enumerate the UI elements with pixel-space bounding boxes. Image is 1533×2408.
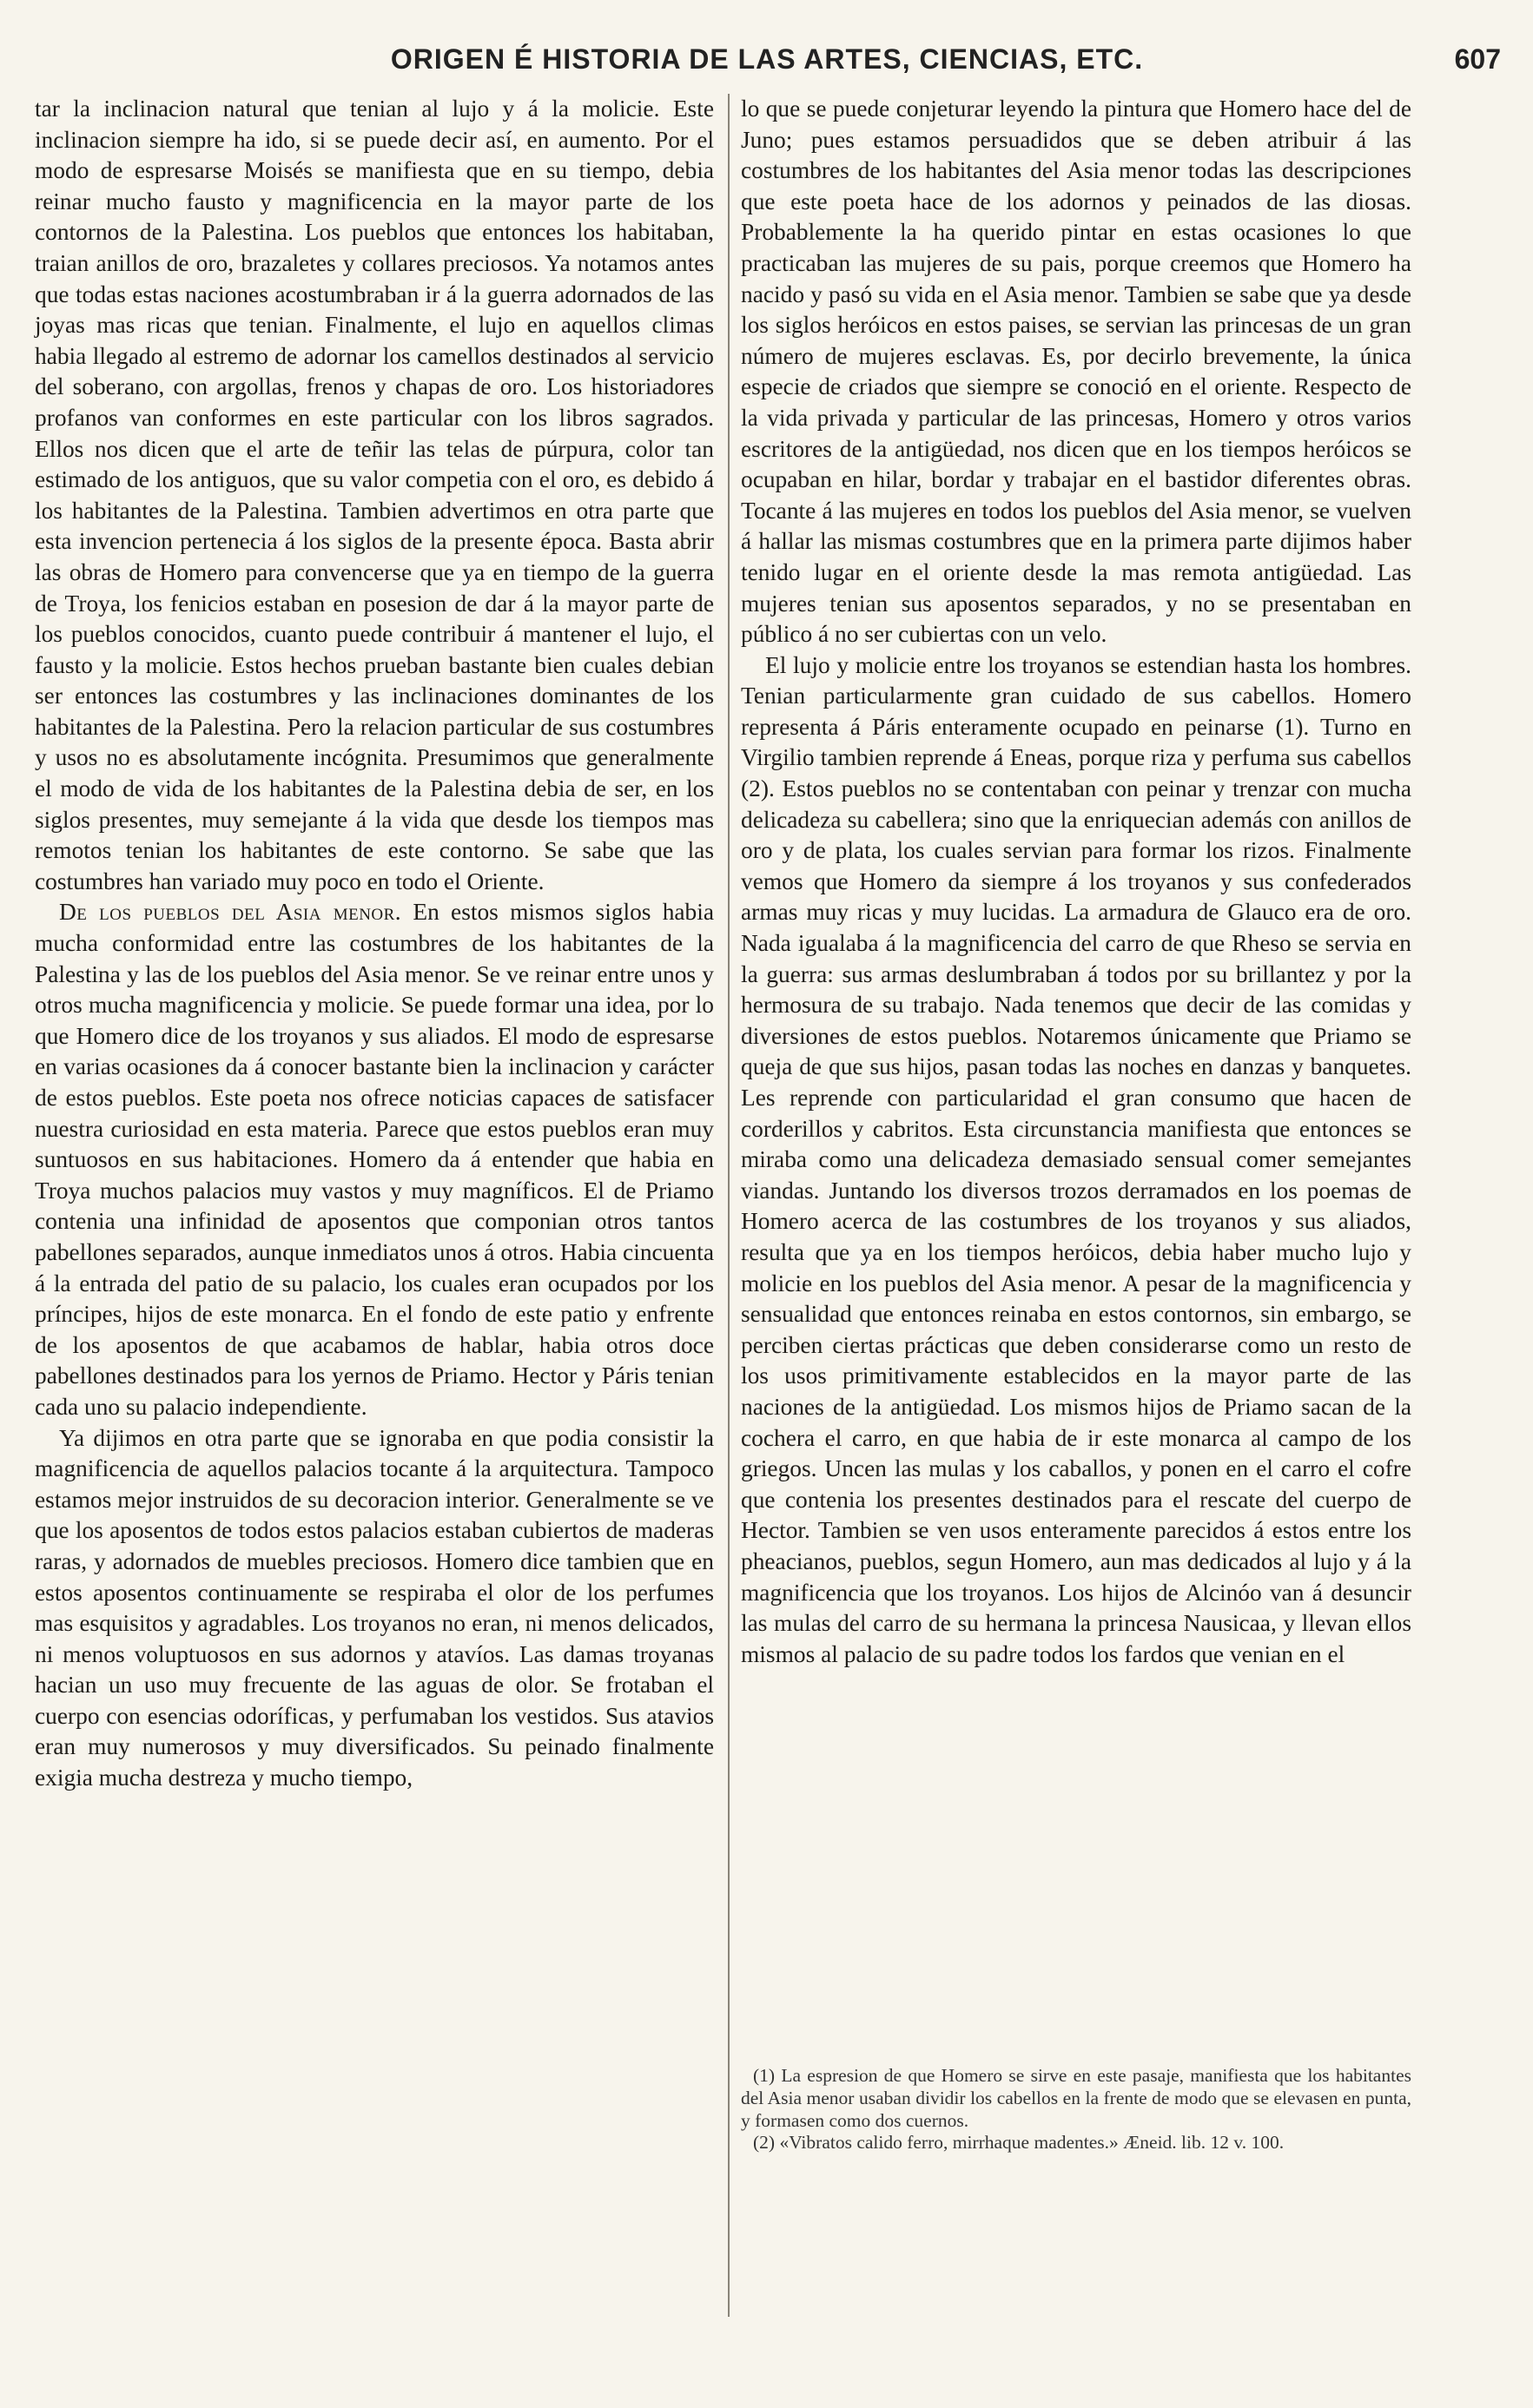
left-column	[35, 94, 714, 1794]
paragraph: El lujo y molicie entre los troyanos se estendian hasta los hombres. Tenian particularmente gran cuidado de sus cabellos. Homero representa á Páris enteramente ocupado en peinarse (1). Turno en Virgilio tambien reprende á Eneas, porque riza y perfuma sus cabellos (2). Estos pueblos no se contentaban con peinar y trenzar con mucha delicadeza su cabellera; sino que la enriquecian además con anillos de oro y de plata, los cuales servian para formar los rizos. Finalmente vemos que Homero da siempre á los troyanos y sus confederados armas muy ricas y muy lucidas. La armadura de Glauco era de oro. Nada igualaba á la magnificencia del carro de que Rheso se servia en la guerra: sus armas deslumbraban á todos por su brillantez y por la hermosura de su trabajo. Nada tenemos que decir de las comidas y diversiones de estos pueblos. Notaremos únicamente que Priamo se queja de que sus hijos, pasan todas las noches en danzas y banquetes. Les reprende con particularidad el gran consumo que hacen de corderillos y cabritos. Esta circunstancia manifiesta que entonces se miraba como una delicadeza demasiado sensual comer semejantes viandas. Juntando los diversos trozos derramados en los poemas de Homero acerca de las costumbres de los troyanos y sus aliados, resulta que ya en los tiempos heróicos, debia haber mucho lujo y molicie en los pueblos del Asia menor. A pesar de la magnificencia y sensualidad que entonces reinaba en estos contornos, sin embargo, se perciben ciertas prácticas que deben considerarse como un resto de los usos primitivamente establecidos en la mayor parte de las naciones de la antigüedad. Los mismos hijos de Priamo sacan de la cochera el carro, en que habia de ir este monarca al campo de los griegos. Uncen las mulas y los caballos, y ponen en el carro el cofre que contenia los presentes destinados para el rescate del cuerpo de Hector. Tambien se ven usos enteramente parecidos á estos entre los pheacianos, pueblos, segun Homero, aun mas dedicados al lujo y á la magnificencia que los troyanos. Los hijos de Alcinóo van á desuncir las mulas del carro de su hermana la princesa Nausicaa, y llevan ellos mismos al palacio de su padre todos los fardos que venian en el	[741, 651, 1411, 1667]
running-header	[33, 43, 1501, 87]
footnote-2: (2) «Vibratos calido ferro, mirrhaque madentes.» Æneid. lib. 12 v. 100.	[753, 2132, 1285, 2154]
section-heading: De los pueblos del Asia menor.	[59, 899, 402, 926]
paragraph: tar la inclinacion natural que tenian al lujo y á la molicie. Este inclinacion siempre ha ido, si se puede decir así, en aumento. Por el modo de espresarse Moisés se manifiesta que en su tiempo, debia reinar mucho fausto y magnificencia en la mayor parte de los contornos de la Palestina. Los pueblos que entonces los habitaban, traian anillos de oro, brazaletes y collares preciosos. Ya notamos antes que todas estas naciones acostumbraban ir á la guerra adornados de las joyas mas ricas que tenian. Finalmente, el lujo en aquellos climas habia llegado al estremo de adornar los camellos destinados al servicio del soberano, con argollas, frenos y chapas de oro. Los historiadores profanos van conformes en este particular con los libros sagrados. Ellos nos dicen que el arte de teñir las telas de púrpura, color tan estimado de los antiguos, que su valor competia con el oro, es debido á los habitantes de la Palestina. Tambien advertimos en otra parte que esta invencion pertenecia á los siglos de la presente época. Basta abrir las obras de Homero para convencerse que ya en tiempo de la guerra de Troya, los fenicios estaban en posesion de dar á la mayor parte de los pueblos conocidos, cuanto puede contribuir á mantener el lujo, el fausto y la molicie. Estos hechos prueban bastante bien cuales debian ser entonces las costumbres y las inclinaciones dominantes de los habitantes de la Palestina. Pero la relacion particular de sus costumbres y usos no es absolutamente incógnita. Presumimos que generalmente el modo de vida de los habitantes de la Palestina debia de ser, en los siglos presentes, muy semejante á la vida que desde los tiempos mas remotos tenian los habitantes de este contorno. Se sabe que las costumbres han variado muy poco en todo el Oriente.	[35, 96, 714, 894]
paragraph-asia-menor	[35, 897, 714, 1422]
page-number: 607	[1454, 43, 1501, 75]
paragraph-body: En estos mismos siglos habia mucha conformidad entre las costumbres de los habitantes de la Palestina y las de los pueblos del Asia menor. Se ve reinar entre unos y otros mucha magnificencia y molicie. Se puede formar una idea, por lo que Homero dice de los troyanos y sus aliados. El modo de espresarse en varias ocasiones da á conocer bastante bien la inclinacion y carácter de estos pueblos. Este poeta nos ofrece noticias capaces de satisfacer nuestra curiosidad en esta materia. Parece que estos pueblos eran muy suntuosos en sus habitaciones. Homero da á entender que habia en Troya muchos palacios muy vastos y muy magníficos. El de Priamo contenia una infinidad de aposentos que componian otros tantos pabellones separados, aunque inmediatos unos á otros. Habia cincuenta á la entrada del patio de su palacio, los cuales eran ocupados por los príncipes, hijos de este monarca. En el fondo de este patio y enfrente de los aposentos de que acabamos de hablar, habia otros doce pabellones destinados para los yernos de Priamo. Hector y Páris tenian cada uno su palacio independiente.	[35, 899, 715, 1420]
paragraph: Ya dijimos en otra parte que se ignoraba en que podia consistir la magnificencia de aquellos palacios tocante á la arquitectura. Tampoco estamos mejor instruidos de su decoracion interior. Generalmente se ve que los aposentos de todos estos palacios estaban cubiertos de maderas raras, y adornados de muebles preciosos. Homero dice tambien que en estos aposentos continuamente se respiraba el olor de los perfumes mas esquisitos y agradables. Los troyanos no eran, ni menos delicados, ni menos voluptuosos en sus adornos y atavíos. Las damas troyanas hacian un uso muy frecuente de las aguas de olor. Se frotaban el cuerpo con esencias odoríficas, y perfumaban los vestidos. Sus atavios eran muy numerosos y muy diversificados. Su peinado finalmente exigia mucha destreza y mucho tiempo,	[35, 1424, 714, 1791]
footnote-1: (1) La espresion de que Homero se sirve en este pasaje, manifiesta que los habitantes del Asia menor usaban dividir los cabellos en la frente de modo que se elevasen en punta, y formasen como dos cuernos.	[741, 2065, 1411, 2131]
column-divider	[728, 94, 730, 2317]
footnotes	[741, 2065, 1411, 2154]
paragraph: lo que se puede conjeturar leyendo la pintura que Homero hace del de Juno; pues estamos persuadidos que se deben atribuir á las costumbres de los habitantes del Asia menor todas las descripciones que este poeta hace de los adornos y peinados de las diosas. Probablemente la ha querido pintar en estas ocasiones lo que practicaban las mujeres de su pais, porque creemos que Homero ha nacido y pasó su vida en el Asia menor. Tambien se sabe que ya desde los siglos heróicos en estos paises, se servian las princesas de un gran número de mujeres esclavas. Es, por decirlo brevemente, la única especie de criados que siempre se conoció en el oriente. Respecto de la vida privada y particular de las princesas, Homero y otros varios escritores de la antigüedad, nos dicen que en los tiempos heróicos se ocupaban en hilar, bordar y trabajar en el bastidor diferentes obras. Tocante á las mujeres en todos los pueblos del Asia menor, se vuelven á hallar las mismas costumbres que en la primera parte dijimos haber tenido lugar en el oriente desde la mas remota antigüedad. Las mujeres tenian sus aposentos separados, y no se presentaban en público á no ser cubiertas con un velo.	[741, 96, 1411, 648]
right-column	[741, 94, 1411, 1670]
running-title: ORIGEN É HISTORIA DE LAS ARTES, CIENCIAS, ETC.	[390, 43, 1144, 75]
